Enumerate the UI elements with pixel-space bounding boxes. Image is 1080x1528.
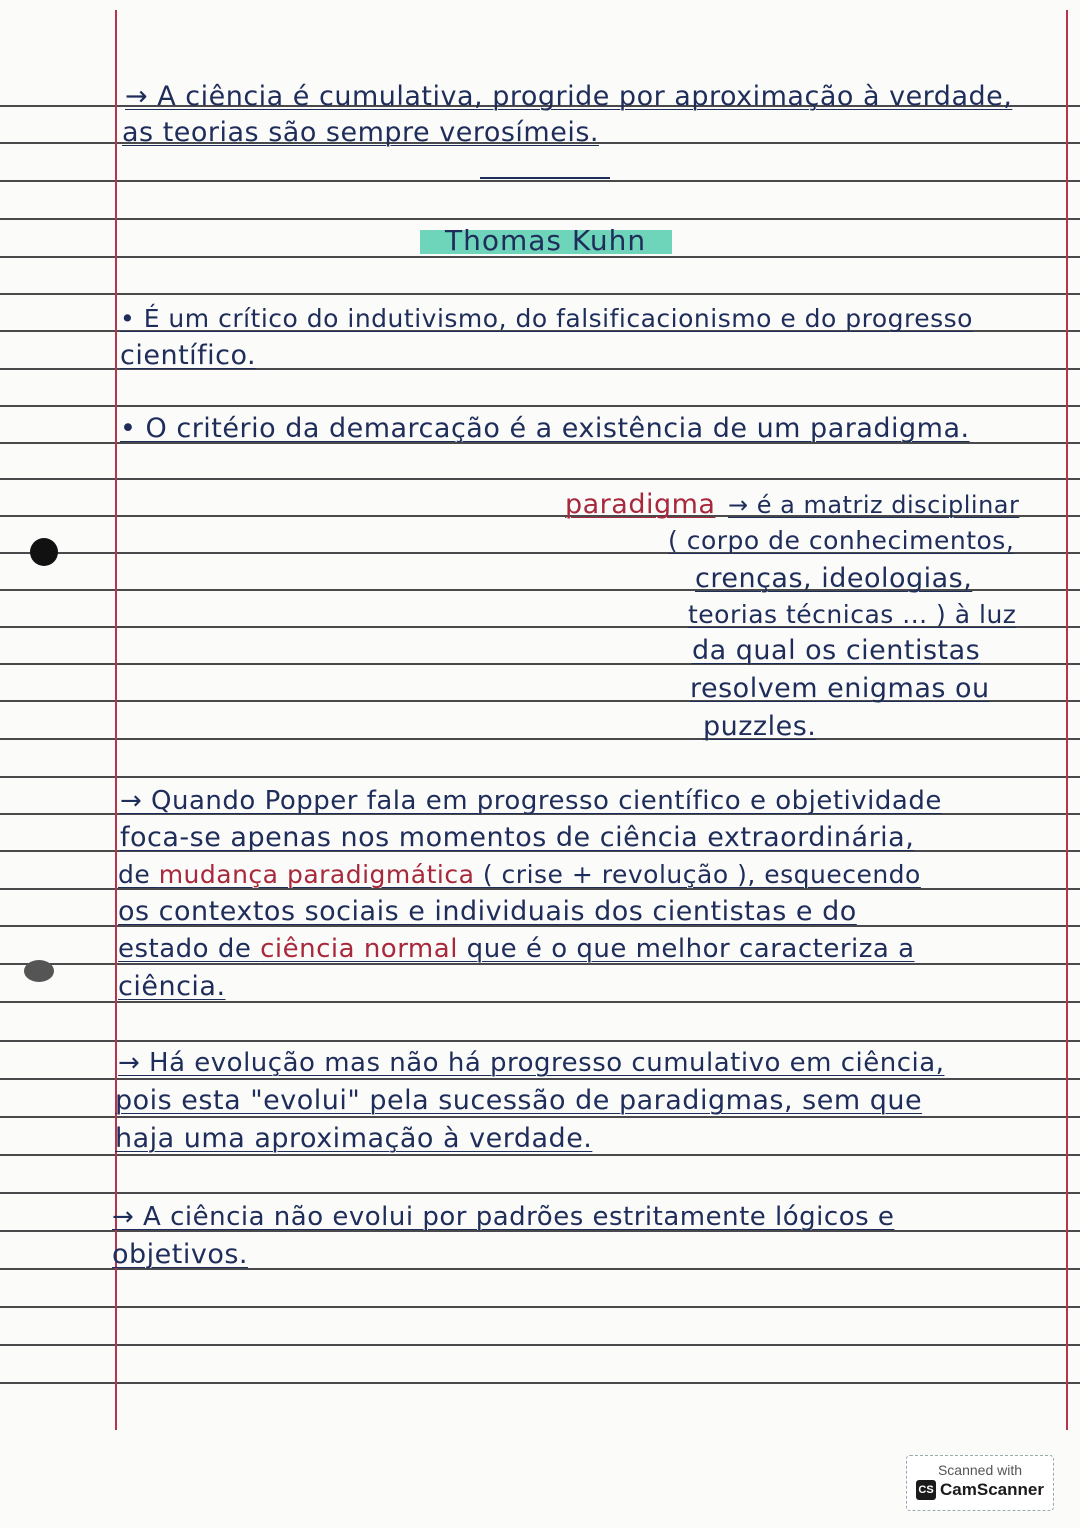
point-3-line-e-end: que é o que melhor caracteriza a <box>457 934 915 964</box>
scanner-badge-brand-row <box>907 1480 1053 1500</box>
scanner-brand-name: CamScanner <box>940 1480 1044 1499</box>
point-3-line-a: → Quando Popper fala em progresso científico e objetividade <box>120 786 942 816</box>
ruled-line <box>0 405 1080 407</box>
point-2: • O critério da demarcação é a existência de um paradigma. <box>120 413 970 444</box>
definition-term: paradigma <box>565 489 716 520</box>
scanner-badge <box>906 1455 1054 1511</box>
ruled-line <box>0 1192 1080 1194</box>
normal-science-term: ciência normal <box>260 934 458 964</box>
ruled-line <box>0 1382 1080 1384</box>
point-3-line-e <box>118 930 915 968</box>
page-title: Thomas Kuhn <box>445 224 647 257</box>
point-4-line-a: → Há evolução mas não há progresso cumulativo em ciência, <box>118 1048 945 1078</box>
ruled-line <box>0 218 1080 220</box>
point-3-line-c-start: de <box>118 860 159 889</box>
ruled-line <box>0 1040 1080 1042</box>
definition-line-2: ( corpo de conhecimentos, <box>668 526 1015 555</box>
definition-line-4: teorias técnicas ... ) à luz <box>688 600 1017 629</box>
scanner-badge-caption: Scanned with <box>937 1462 1023 1478</box>
ruled-line <box>0 1306 1080 1308</box>
definition-line-6: resolvem enigmas ou <box>690 673 990 704</box>
ruled-line <box>0 180 1080 182</box>
point-1-line-a: • É um crítico do indutivismo, do falsificacionismo e do progresso <box>120 304 973 333</box>
point-4-line-b: pois esta "evolui" pela sucessão de paradigmas, sem que <box>115 1085 923 1116</box>
point-1-line-b: científico. <box>120 340 257 371</box>
ruled-line <box>0 1344 1080 1346</box>
separator <box>480 177 610 179</box>
definition-line-5: da qual os cientistas <box>692 635 981 666</box>
camscanner-logo-icon: CS <box>916 1480 936 1500</box>
ruled-line <box>0 738 1080 740</box>
ruled-line <box>0 478 1080 480</box>
definition-line-3: crenças, ideologias, <box>695 563 973 594</box>
paradigm-shift-term: mudança paradigmática <box>158 860 475 889</box>
punch-hole <box>30 538 58 566</box>
ruled-line <box>0 293 1080 295</box>
point-3-line-b: foca-se apenas nos momentos de ciência extraordinária, <box>120 822 915 853</box>
point-3-line-e-start: estado de <box>118 934 261 964</box>
point-5-line-a: → A ciência não evolui por padrões estritamente lógicos e <box>112 1202 895 1232</box>
point-3-line-c <box>118 856 921 894</box>
point-3-line-f: ciência. <box>118 971 226 1002</box>
definition-line-7: puzzles. <box>703 711 817 742</box>
binding-mark <box>24 960 54 982</box>
point-4-line-c: haja uma aproximação à verdade. <box>115 1123 593 1154</box>
right-margin-line <box>1066 10 1068 1430</box>
note-line-2: as teorias são sempre verosímeis. <box>122 117 599 148</box>
point-5-line-b: objetivos. <box>112 1239 249 1270</box>
point-3-line-d: os contextos sociais e individuais dos cientistas e do <box>118 896 857 927</box>
note-line-1: → A ciência é cumulativa, progride por aproximação à verdade, <box>125 81 1013 112</box>
point-3-line-c-end: ( crise + revolução ), esquecendo <box>474 860 921 889</box>
definition-line-1: → é a matriz disciplinar <box>728 491 1020 519</box>
ruled-line <box>0 776 1080 778</box>
